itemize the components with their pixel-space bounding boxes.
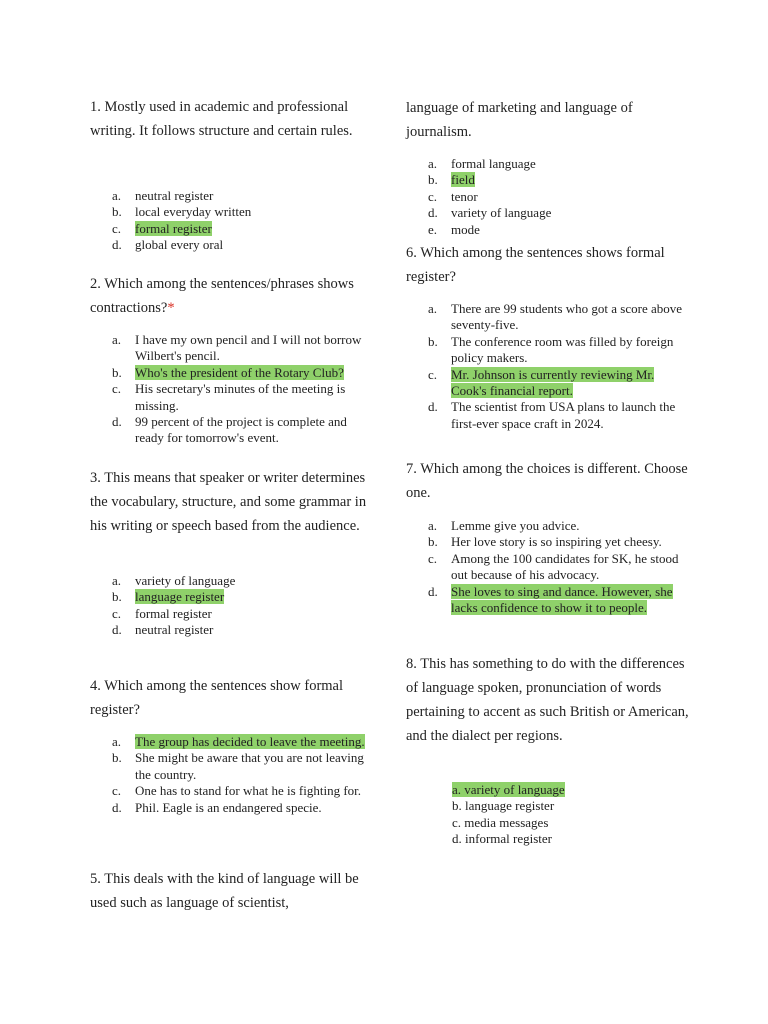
option-8c [406, 815, 691, 831]
option-2d [90, 414, 370, 447]
option-4b [90, 750, 370, 783]
option-3d [90, 622, 370, 638]
highlighted-answer: language register [135, 589, 225, 605]
option-letter: d. [112, 622, 122, 638]
question-2-body: 2. Which among the sentences/phrases shows contractions? [90, 276, 354, 316]
option-text: neutral register [135, 188, 214, 203]
option-letter: d. [112, 237, 122, 253]
option-letter: c. [112, 783, 122, 799]
option-6b [406, 334, 691, 367]
option-7a [406, 518, 691, 534]
option-letter: c. [428, 550, 438, 566]
option-letter: b. [112, 364, 122, 380]
option-text: 99 percent of the project is complete and ready for tomorrow's event. [135, 414, 347, 446]
option-7c [406, 551, 691, 584]
option-text: The scientist from USA plans to launch the first-ever space craft in 2024. [451, 399, 676, 431]
option-text: variety of language [451, 205, 552, 221]
option-2c [90, 381, 370, 414]
question-5-continued-text: language of marketing and language of journalism. [406, 100, 633, 140]
option-4c [90, 783, 370, 799]
option-8a [406, 782, 691, 798]
option-6a [406, 301, 691, 334]
option-1d [90, 237, 370, 253]
question-5-options [406, 156, 691, 238]
option-letter: b. [428, 333, 438, 349]
option-letter: c. [428, 188, 438, 204]
option-text: She might be aware that you are not leaving the country. [135, 750, 364, 782]
question-3-text: 3. This means that speaker or writer determines the vocabulary, structure, and some grammar in his writing or speech based from the audience. [90, 470, 367, 534]
option-letter: d. [428, 583, 438, 599]
option-letter: c. [112, 220, 122, 236]
question-8-options [406, 782, 691, 848]
option-letter: a. [112, 332, 122, 347]
option-2b [90, 365, 370, 381]
option-letter: e. [428, 221, 438, 237]
option-7d [406, 584, 691, 617]
option-text: global every oral [135, 237, 224, 253]
option-text: formal register [135, 605, 212, 621]
option-letter: b. [112, 750, 122, 766]
question-4-options [90, 734, 370, 816]
question-5-text: 5. This deals with the kind of language will be used such as language of scientist, [90, 871, 359, 911]
highlighted-answer: She loves to sing and dance. However, she lacks confidence to show it to people. [451, 583, 673, 616]
option-letter: d. [428, 399, 438, 415]
option-letter: d. [112, 799, 122, 815]
option-letter: a. [428, 518, 438, 533]
question-7-options [406, 518, 691, 616]
option-8b [406, 798, 691, 814]
option-text: neutral register [135, 622, 214, 638]
question-8-text: 8. This has something to do with the differences of language spoken, pronunciation of words pertaining to accent as such British or American, and the dialect per regions. [406, 656, 689, 744]
question-2-options [90, 332, 370, 447]
question-7-text: 7. Which among the choices is different. Choose one. [406, 461, 688, 501]
option-text: Among the 100 candidates for SK, he stood out because of his advocacy. [451, 550, 679, 583]
option-5d [406, 205, 691, 221]
option-letter: b. [428, 534, 438, 550]
option-text: formal language [451, 156, 536, 171]
option-3a [90, 573, 370, 589]
option-text: variety of language [135, 573, 236, 588]
option-text: The conference room was filled by foreign policy makers. [451, 333, 674, 366]
option-5c [406, 189, 691, 205]
option-text: There are 99 students who got a score above seventy-five. [451, 301, 683, 333]
option-5b [406, 172, 691, 188]
option-1c [90, 221, 370, 237]
option-letter: b. [112, 589, 122, 605]
option-2a [90, 332, 370, 365]
question-1-options [90, 188, 370, 254]
option-text: Phil. Eagle is an endangered specie. [135, 799, 322, 815]
option-5e [406, 222, 691, 238]
option-7b [406, 534, 691, 550]
highlighted-answer: a. variety of language [452, 782, 565, 797]
option-letter: a. [428, 301, 438, 316]
option-letter: d. [428, 205, 438, 221]
option-text: I have my own pencil and I will not borrow Wilbert's pencil. [135, 332, 362, 364]
option-5a [406, 156, 691, 172]
option-letter: a. [112, 734, 122, 749]
option-text: d. informal register [452, 831, 552, 847]
highlighted-answer: formal register [135, 220, 212, 236]
option-text: His secretary's minutes of the meeting is missing. [135, 381, 346, 413]
highlighted-answer: Mr. Johnson is currently reviewing Mr. Cook's financial report. [451, 366, 655, 399]
option-letter: a. [112, 188, 122, 203]
option-6c [406, 367, 691, 400]
option-letter: b. [428, 172, 438, 188]
question-6-options [406, 301, 691, 432]
option-4a [90, 734, 370, 750]
option-letter: d. [112, 414, 122, 430]
highlighted-answer: field [451, 172, 475, 188]
highlighted-answer: Who's the president of the Rotary Club? [135, 364, 344, 380]
highlighted-answer: The group has decided to leave the meeting. [135, 734, 365, 749]
option-letter: c. [112, 605, 122, 621]
question-6-text: 6. Which among the sentences shows formal register? [406, 245, 665, 285]
option-letter: c. [112, 381, 122, 397]
option-letter: a. [428, 156, 438, 171]
option-text: b. language register [452, 798, 555, 814]
option-text: mode [451, 221, 480, 237]
option-text: Lemme give you advice. [451, 518, 580, 533]
option-text: One has to stand for what he is fighting for. [135, 783, 362, 799]
required-asterisk: * [167, 300, 175, 316]
option-letter: c. [428, 366, 438, 382]
option-letter: b. [112, 204, 122, 220]
option-text: tenor [451, 188, 478, 204]
question-2-text [90, 272, 370, 320]
question-1-text: 1. Mostly used in academic and professional writing. It follows structure and certain rules. [90, 99, 353, 139]
option-letter: a. [112, 573, 122, 588]
option-text: c. media messages [452, 814, 549, 830]
option-1a [90, 188, 370, 204]
option-text: Her love story is so inspiring yet cheesy. [451, 534, 662, 550]
option-text: local everyday written [135, 204, 252, 220]
option-1b [90, 204, 370, 220]
option-3b [90, 589, 370, 605]
question-3-options [90, 573, 370, 639]
option-6d [406, 399, 691, 432]
question-4-text: 4. Which among the sentences show formal register? [90, 678, 344, 718]
option-3c [90, 606, 370, 622]
option-4d [90, 800, 370, 816]
option-8d [406, 831, 691, 847]
